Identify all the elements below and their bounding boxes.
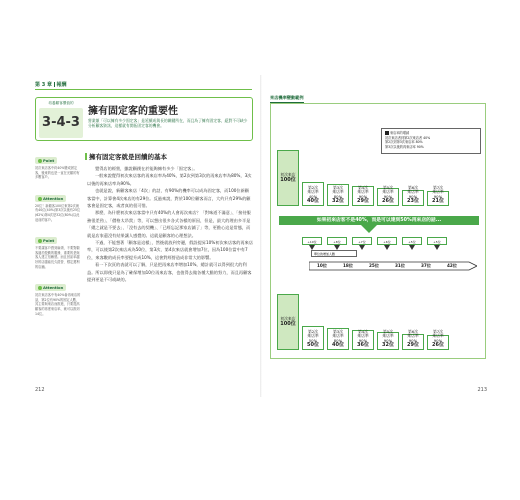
sidebar-notes <box>35 147 81 321</box>
baseline-step-5 <box>377 184 399 206</box>
step-count: 23位 <box>407 198 419 205</box>
step-count: 50位 <box>307 342 319 349</box>
cumulative-label: 31位 <box>394 263 405 268</box>
step-count: 21位 <box>432 198 444 205</box>
increase-legend: 單位的增加人數 <box>311 250 357 257</box>
chapter-topic: 報酬 <box>56 82 67 88</box>
attention-badge: Attention <box>35 195 66 202</box>
right-page <box>262 75 495 397</box>
step-count: 26位 <box>382 198 394 205</box>
scenario-banner: 如果初來店客不是40%，而是可以達到50%再來店的話... <box>279 216 479 225</box>
step-label: 第4次 來店率 90% <box>357 328 369 343</box>
step-count: 29位 <box>407 342 419 349</box>
down-arrow-icon <box>334 245 340 250</box>
step-count: 36位 <box>357 342 369 349</box>
down-arrow-icon <box>359 245 365 250</box>
cumulative-label: 10位 <box>316 263 327 268</box>
point-badge: Point <box>35 157 57 164</box>
step-label: 初次來店 <box>280 171 296 177</box>
increase-box: +6位 <box>377 237 397 245</box>
paragraph: 那麼，為什麼初次來店客當中只有40%的人會再次來店？「對味道不滿意」、「接待服務很差勁」、「價格太昂貴」等，可以想出很多各式各樣的原因，但是，最大的理由多半是「總之就是不要去」、「沒有去的契機」、「已經忘記那家店鋪了」等，更擔心這是常態，而就是店家還沒有結果讓人感覺的。這就是顧客的心理想法。 <box>87 210 251 238</box>
attention-icon <box>38 286 42 290</box>
improved-step-3 <box>327 328 349 350</box>
sidebar-note <box>35 147 81 180</box>
cumulative-label: 42位 <box>446 263 457 268</box>
chapter-header <box>35 81 66 88</box>
step-count: 26位 <box>432 342 444 349</box>
section-box <box>35 97 253 141</box>
left-page <box>27 75 260 397</box>
section-summary: 營業額「可以擁有多少固定客」是延續成與長的關鍵所在，而且為了擁有固定客，絕對不可缺少分析顧客資訊，這樣就有開拓固定客的機會。 <box>88 118 248 129</box>
paragraph: 一般來說覺得初次來店客的再來店率為40%，第2次到第3次的再來店率為80%，3次以後的再來店率為90%。 <box>87 173 252 186</box>
sidebar-note <box>35 185 81 222</box>
paragraph: 看一下次頁的表就可以了解，只是把再來店率增加10%，總計就可以得到很大的利益。所以即使只是為了確保增加10位再來店客，也值得去做各種大膽的努力，而且再顧客提到更是不可或缺的。 <box>87 262 252 283</box>
sidebar-note <box>35 227 81 269</box>
legend-square-icon <box>385 131 389 135</box>
chapter-label: 第 3 章 <box>35 82 52 88</box>
legend-item: 初次來店者到第2次來店者 40% <box>385 135 431 140</box>
legend-item: 第2次到第3次來店率 80% <box>385 140 423 145</box>
header-rule <box>35 89 252 90</box>
step-label: 第7次 來店率 90% <box>432 184 444 199</box>
improved-step-2 <box>302 326 324 350</box>
step-label: 第6次 來店率 90% <box>407 328 419 343</box>
baseline-step-3 <box>327 184 349 206</box>
down-arrow-icon <box>434 245 440 250</box>
step-count: 100位 <box>280 176 296 183</box>
cumulative-label: 18位 <box>342 263 353 268</box>
sidebar-text: 不要讓客戶感到麻煩，不要對顧客過於殷勤的服務，重要的是與客人建立信賴感。而且回訪率越好的店越能長久經營、穩定獲利的店舖。 <box>35 246 80 269</box>
step-count: 40位 <box>332 342 344 349</box>
page-number-left: 212 <box>35 387 45 393</box>
sidebar-text: 20位！新顧客100位來第2次就有40位(40%)第3次以後有25位(62%)第4次是32位(80%)以此這前的客戶。 <box>35 203 81 222</box>
increase-box: +7位 <box>352 237 372 245</box>
down-arrow-icon <box>361 225 377 233</box>
cumulative-label: 25位 <box>368 263 379 268</box>
step-label: 第4次 來店率 90% <box>357 184 369 199</box>
body-text <box>87 165 253 284</box>
baseline-step-4 <box>352 186 374 206</box>
step-label: 第5次 來店率 90% <box>382 184 394 199</box>
point-badge: Point <box>35 237 57 244</box>
step-count: 29位 <box>357 198 369 205</box>
increase-box: +5位 <box>427 237 447 245</box>
sidebar-note <box>35 274 81 316</box>
baseline-step-7 <box>427 184 449 206</box>
improved-step-1 <box>277 294 299 350</box>
page-number-right: 213 <box>477 387 487 393</box>
baseline-step-1 <box>277 150 299 206</box>
paragraph: 也就是說，新顧客來店「4次」的話，有90%的機率可以成為固定客，而100位新顧客當中，計算會4次來店的有29位。反過來說，對於100位顧客而言，大約只有29%的顧客會是固定客，或者真的很可惜。 <box>87 188 251 209</box>
step-label: 第2次 來店率 50% <box>307 328 319 343</box>
point-icon <box>38 159 42 163</box>
step-label: 初次來店 <box>280 315 296 321</box>
step-count: 40位 <box>307 198 319 205</box>
cumulative-label: 37位 <box>420 263 431 268</box>
step-label: 第6次 來店率 90% <box>407 184 419 199</box>
section-label: 培養顧客價值的 <box>48 101 74 105</box>
attention-icon <box>38 197 42 201</box>
step-label: 第3次 來店率 80% <box>332 184 344 199</box>
legend-box <box>381 128 481 154</box>
baseline-step-2 <box>302 182 324 206</box>
step-label: 第2次 來店率 40% <box>307 184 319 199</box>
increase-box: +5位 <box>402 237 422 245</box>
paragraph: 覺得店的經營，雖說顧錢在於能夠擁有多少「固定客」。 <box>95 166 198 171</box>
step-label: 第7次 來店率 90% <box>432 328 444 343</box>
paragraph: 不過，不能想著「顧客是這樣」，然後就放到旁邊，假設提昇10%初次來店客的再來店率，可以使第2次來店成為50位，第3次、第4次來店就會增加7位，因為100位當中有7位，來客數的成長率要提升成10%，這會對經營造成非常大的影響。 <box>87 240 253 260</box>
sidebar-text: 初次來店客中有40%會再來店的話，第2位有90%的固定人數，其主要與來店而推進，只要提高顧客的再度來店率，就可以推到14位。 <box>35 293 81 316</box>
step-label: 第5次 來店率 90% <box>382 328 394 343</box>
section-title: 擁有固定客的重要性 <box>88 106 178 117</box>
baseline-step-6 <box>402 184 424 206</box>
step-count: 32位 <box>332 198 344 205</box>
attention-badge: Attention <box>35 284 66 291</box>
point-icon <box>38 239 42 243</box>
step-label: 第3次 來店率 80% <box>332 328 344 343</box>
improved-step-4 <box>352 330 374 350</box>
down-arrow-icon <box>409 245 415 250</box>
subsection-heading: 擁有固定客就是回饋的基本 <box>89 153 167 161</box>
section-number: 3-4-3 <box>39 108 83 138</box>
revisit-rate-figure <box>270 103 486 359</box>
legend-title: 來店率的增減 <box>390 131 410 135</box>
improved-step-6 <box>402 328 424 350</box>
increase-box: +8位 <box>327 237 347 245</box>
step-count: 100位 <box>280 320 296 327</box>
increase-box: +10位 <box>302 237 322 245</box>
sidebar-text: 初次來店客中約40%變成固定客，後來的也是一直在光顧的有多數客戶。 <box>35 166 80 180</box>
down-arrow-icon <box>384 245 390 250</box>
step-count: 32位 <box>382 342 394 349</box>
improved-step-7 <box>427 328 449 350</box>
book-spread <box>27 75 495 397</box>
cumulative-increase-bar <box>309 261 477 271</box>
figure-title: 來店機率變動範例 <box>270 95 304 103</box>
improved-step-5 <box>377 328 399 350</box>
legend-item: 第3次以後的再來店率 90% <box>385 144 424 149</box>
heading-marker <box>85 153 87 160</box>
down-arrow-icon <box>309 245 315 250</box>
